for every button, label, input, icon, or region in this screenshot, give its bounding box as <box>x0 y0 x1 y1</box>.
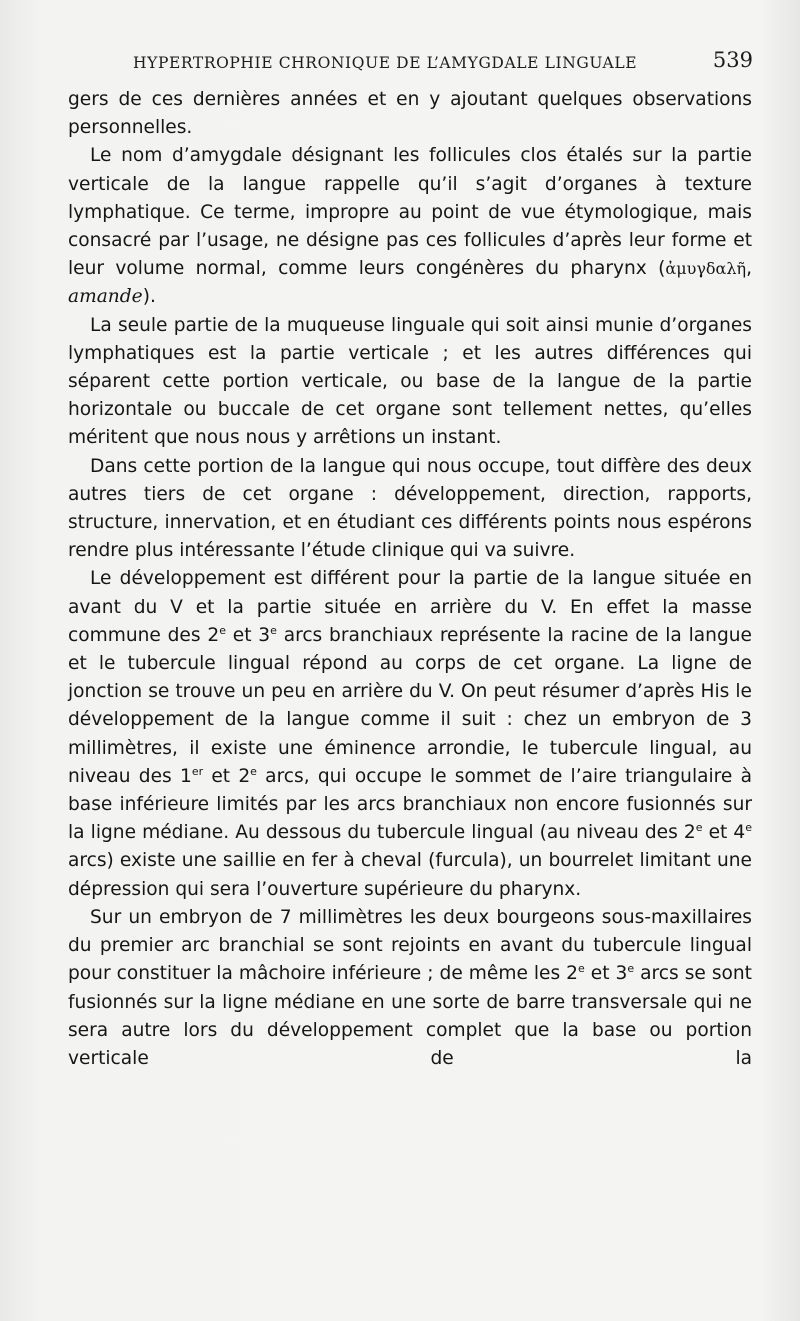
paragraph-continuation: gers de ces dernières années et en y ajoutant quelques observations personnelles. <box>68 89 752 139</box>
paragraph-developpement: Le développement est différent pour la partie de la langue située en avant du V et la partie située en arrière du V. En effet la masse commune des 2e et 3e arcs branchiaux représente la racine de la langue et le tubercule lingual répond au corps de cet organe. La ligne de jonction se trouve un peu en arrière du V. On peut résumer d’après His le développement de la langue comme il suit : chez un embryon de 3 millimètres, il existe une éminence arrondie, le tubercule lingual, au niveau des 1er et 2e arcs, qui occupe le sommet de l’aire triangulaire à base inférieure limités par les arcs branchiaux non encore fusionnés sur la ligne médiane. Au dessous du tubercule lingual (au niveau des 2e et 4e arcs) existe une saillie en fer à cheval (furcula), un bourrelet limitant une dépression qui sera l’ouverture supérieure du pharynx. <box>68 568 753 900</box>
running-title: HYPERTROPHIE CHRONIQUE DE L’AMYGDALE LINGUALE <box>133 54 638 72</box>
page-number: 539 <box>712 48 753 72</box>
paragraph-embryon: Sur un embryon de 7 millimètres les deux bourgeons sous-maxillaires du premier arc branchial se sont rejoints en avant du tubercule lingual pour constituer la mâchoire inférieure ; de même les 2e et 3e arcs se sont fusionnés sur la ligne médiane en une sorte de barre transversale qui ne sera autre lors du développement complet que la base ou portion verticale de la <box>68 906 752 1069</box>
paragraph-muqueuse: La seule partie de la muqueuse linguale qui soit ainsi munie d’organes lymphatiques est la partie verticale ; et les autres différences qui séparent cette portion verticale, ou base de la langue de la partie horizontale ou buccale de cet organe sont tellement nettes, qu’elles méritent que nous nous y arrêtions un instant. <box>68 314 752 449</box>
running-head <box>133 48 753 78</box>
paragraph-portion: Dans cette portion de la langue qui nous occupe, tout diffère des deux autres tiers de cet organe : développement, direction, rapports, structure, innervation, et en étudiant ces différents points nous espérons rendre plus intéressante l’étude clinique qui va suivre. <box>68 455 752 562</box>
paragraph-amygdale-name: Le nom d’amygdale désignant les follicules clos étalés sur la partie verticale de la langue rappelle qu’il s’agit d’organes à texture lymphatique. Ce terme, impropre au point de vue étymologique, mais consacré par l’usage, ne désigne pas ces follicules d’après leur forme et leur volume normal, comme leurs congénères du pharynx (ἀμυγδαλῆ, amande). <box>68 145 752 308</box>
italic-word: amande <box>68 286 143 308</box>
body-text <box>68 86 752 1073</box>
greek-word: ἀμυγδαλῆ <box>665 259 747 279</box>
